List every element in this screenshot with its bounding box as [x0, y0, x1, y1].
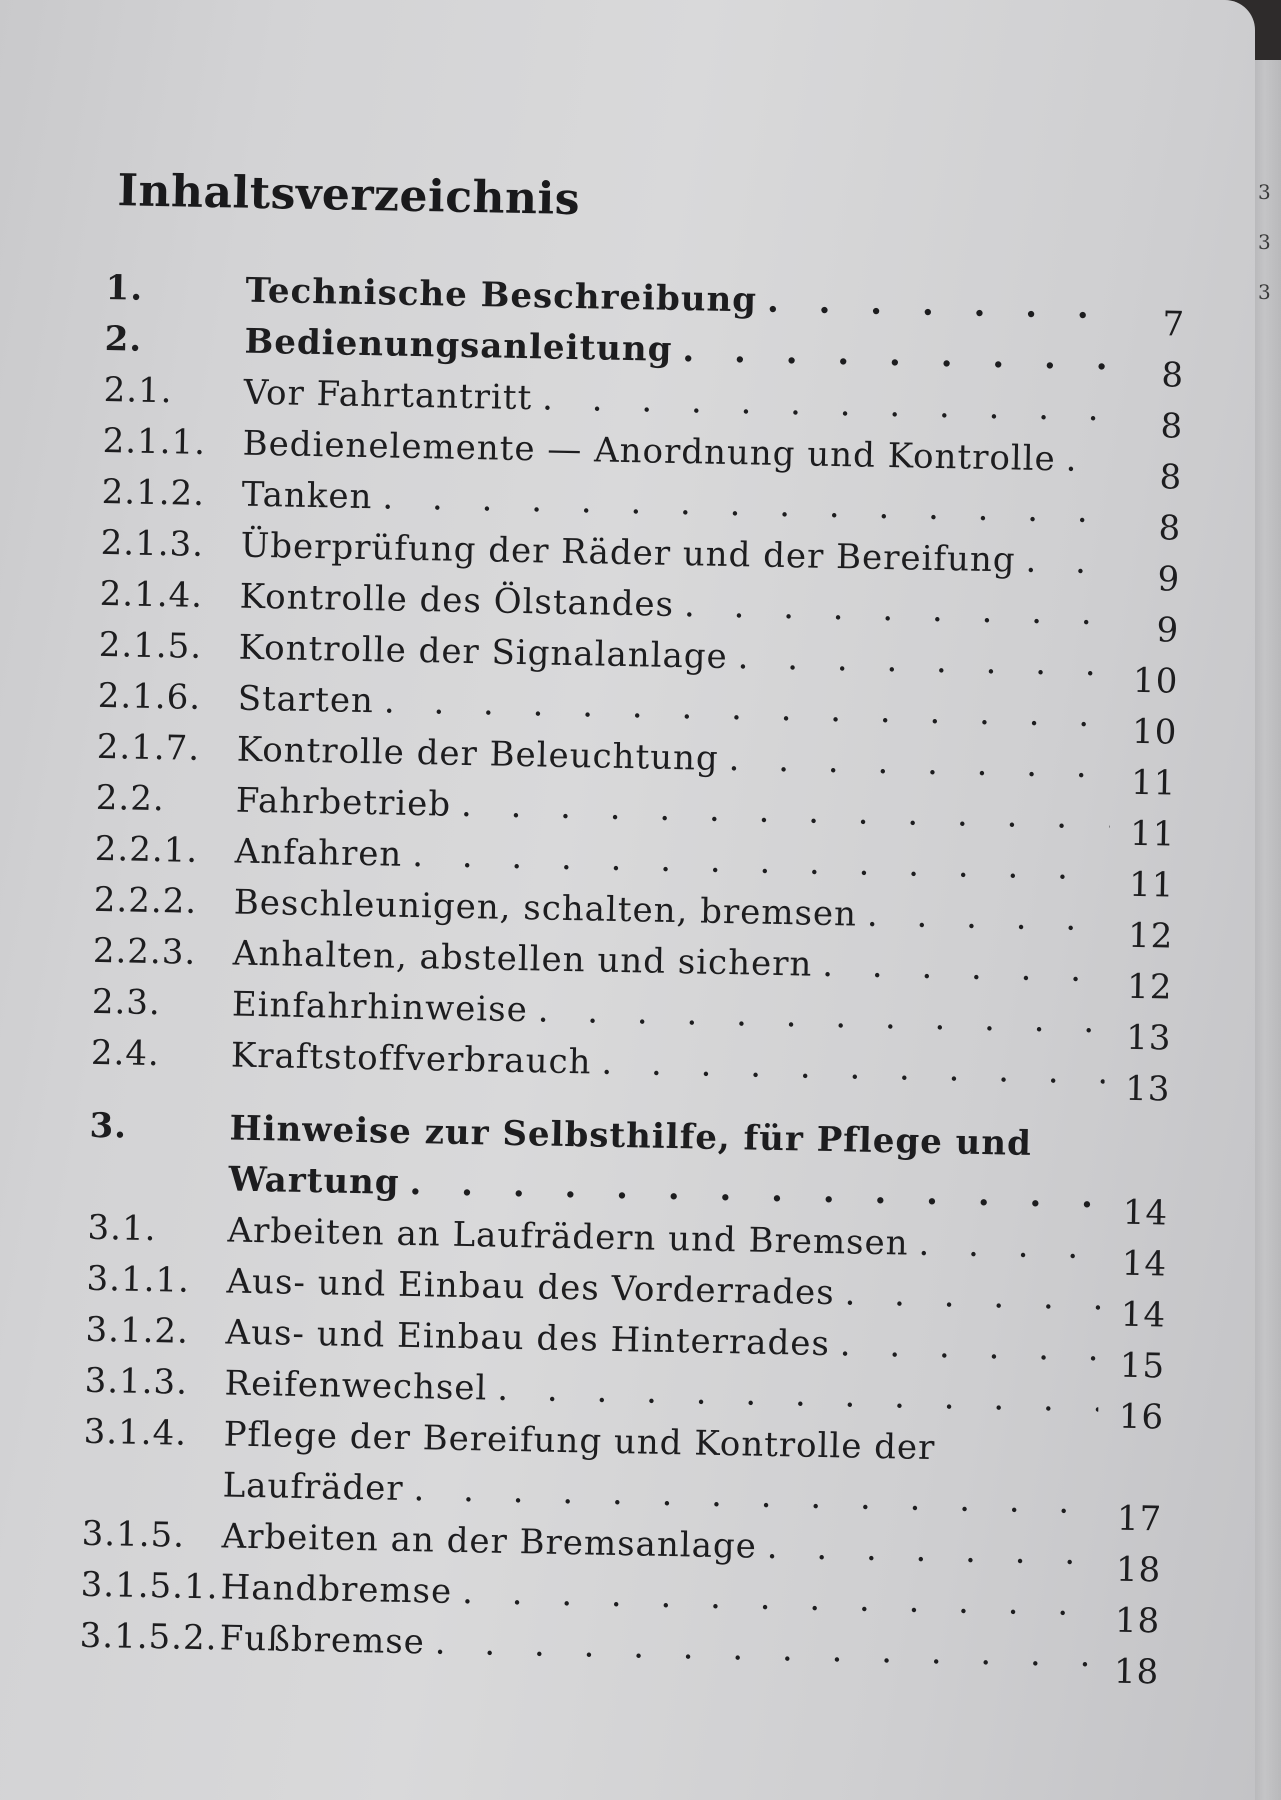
section-title: Aus- und Einbau des Vorderrades: [226, 1261, 836, 1314]
section-number: 2.1.2.: [101, 471, 206, 514]
page-number: 12: [1126, 966, 1173, 1008]
next-page-fragment: 3: [1258, 280, 1271, 304]
section-number: 3.1.5.: [81, 1513, 186, 1556]
page-number: 11: [1129, 813, 1176, 855]
dot-leader: [684, 585, 1114, 633]
page-number: 9: [1156, 610, 1180, 651]
section-title: Wartung: [228, 1159, 400, 1203]
section-number: 2.2.: [95, 777, 166, 820]
dot-leader: [839, 1324, 1099, 1369]
page-number: 14: [1120, 1294, 1167, 1336]
section-number: 2.4.: [90, 1032, 161, 1075]
page-number: 14: [1121, 1243, 1168, 1285]
dot-leader: [766, 1527, 1095, 1573]
section-number: 3.: [89, 1105, 128, 1147]
dot-leader: [1065, 439, 1117, 480]
section-title: Beschleunigen, schalten, bremsen: [233, 882, 858, 935]
dot-leader: [601, 1043, 1105, 1093]
section-number: 2.1.: [103, 369, 173, 412]
page-number: 8: [1160, 406, 1184, 447]
section-title: Kontrolle des Ölstandes: [239, 576, 675, 625]
section-number: 3.1.: [87, 1207, 157, 1250]
table-of-contents: [79, 267, 1186, 1693]
section-title: Tanken: [241, 474, 373, 518]
page-number: 11: [1128, 864, 1175, 906]
page-number: 18: [1114, 1600, 1161, 1642]
page-title: Inhaltsverzeichnis: [117, 165, 581, 226]
page-number: 8: [1158, 508, 1182, 549]
section-title: Überprüfung der Räder und der Bereifung: [240, 525, 1016, 581]
section-title: Einfahrhinweise: [231, 984, 529, 1031]
section-title: Vor Fahrtantritt: [243, 372, 533, 419]
section-title: Fahrbetrieb: [235, 780, 452, 825]
section-number: 2.1.4.: [99, 573, 204, 616]
section-title: Pflege der Bereifung und Kontrolle der: [223, 1414, 936, 1469]
section-title: Anhalten, abstellen und sichern: [232, 933, 813, 985]
section-title: Starten: [237, 678, 375, 722]
section-number: 3.1.5.1.: [80, 1564, 219, 1608]
next-page-fragment: 3: [1258, 180, 1271, 204]
page-number: 8: [1159, 457, 1183, 498]
section-number: 2.1.7.: [96, 726, 201, 769]
page-number: 9: [1157, 559, 1181, 600]
dot-leader: [767, 281, 1120, 328]
section-number: 2.1.5.: [98, 624, 203, 667]
section-title: Arbeiten an der Bremsanlage: [221, 1516, 758, 1567]
section-title: Bedienungsanleitung: [244, 321, 673, 370]
section-number: 2.3.: [91, 981, 162, 1024]
page-number: 10: [1132, 660, 1179, 702]
section-number: 2.2.2.: [93, 879, 198, 922]
page-number: 17: [1116, 1498, 1163, 1540]
page-number: 7: [1162, 304, 1186, 345]
page-number: 14: [1122, 1192, 1169, 1234]
page-number: 13: [1125, 1017, 1172, 1059]
section-number: 2.1.3.: [100, 522, 205, 565]
dot-leader: [682, 330, 1119, 378]
section-number: [82, 1494, 222, 1497]
page-number: 10: [1131, 711, 1178, 753]
section-title: Anfahren: [234, 831, 403, 875]
section-number: 3.1.2.: [85, 1309, 190, 1352]
next-page-fragment: 3: [1258, 230, 1271, 254]
section-title: Laufräder: [222, 1465, 405, 1509]
section-number: 3.1.3.: [84, 1360, 189, 1403]
page-number: 15: [1119, 1345, 1166, 1387]
dot-leader: [844, 1273, 1101, 1318]
section-number: 3.1.4.: [83, 1411, 188, 1454]
page-number: 16: [1118, 1396, 1165, 1438]
section-number: [88, 1188, 228, 1191]
dot-leader: [867, 895, 1108, 940]
page-number: 11: [1130, 762, 1177, 804]
page-number: 8: [1161, 355, 1185, 396]
dot-leader: [1025, 541, 1115, 583]
section-title: Kontrolle der Signalanlage: [238, 627, 729, 677]
section-title: Handbremse: [220, 1567, 453, 1612]
section-title: Bedienelemente — Anordnung und Kontrolle: [242, 423, 1057, 480]
section-title: Kraftstoffverbrauch: [230, 1035, 592, 1083]
section-title: Fußbremse: [219, 1618, 426, 1663]
section-title: Reifenwechsel: [224, 1363, 488, 1409]
section-title: Kontrolle der Beleuchtung: [236, 729, 720, 779]
section-number: 2.: [104, 318, 143, 360]
toc-content: [79, 165, 1188, 1693]
section-title: Aus- und Einbau des Hinterrades: [225, 1312, 831, 1365]
section-number: 2.2.3.: [92, 930, 197, 973]
page-number: 13: [1124, 1068, 1171, 1110]
section-number: 3.1.1.: [86, 1258, 191, 1301]
page-number: 12: [1127, 915, 1174, 957]
section-number: 2.1.1.: [102, 420, 207, 463]
section-number: 2.2.1.: [94, 828, 199, 871]
section-number: 3.1.5.2.: [79, 1615, 218, 1659]
dot-leader: [822, 945, 1107, 990]
section-title: Hinweise zur Selbsthilfe, für Pflege und: [229, 1108, 1033, 1164]
section-title: Arbeiten an Laufrädern und Bremsen: [227, 1210, 909, 1264]
section-number: 1.: [105, 267, 144, 309]
dot-leader: [728, 739, 1111, 786]
page-number: 18: [1115, 1549, 1162, 1591]
dot-leader: [737, 637, 1113, 684]
dot-leader: [918, 1224, 1102, 1268]
section-title: Technische Beschreibung: [245, 270, 758, 321]
page-number: 18: [1113, 1651, 1160, 1693]
section-number: 2.1.6.: [97, 675, 202, 718]
